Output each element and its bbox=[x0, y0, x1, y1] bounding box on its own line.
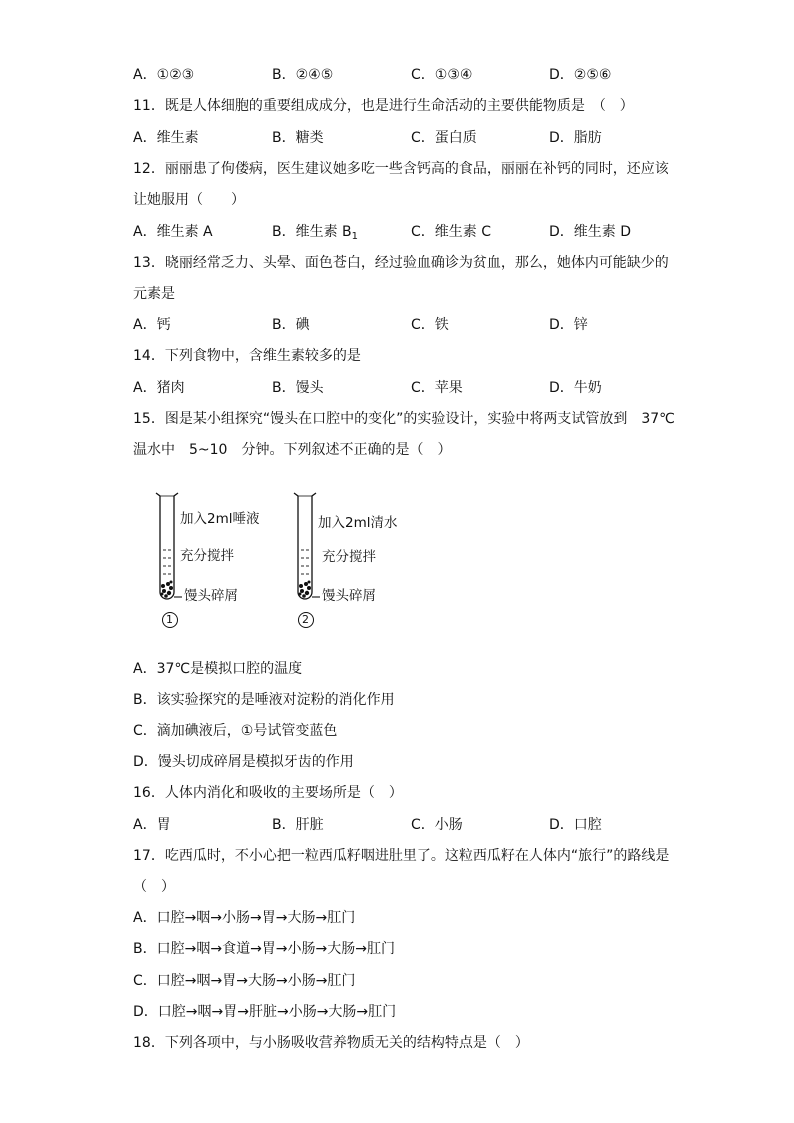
q15-option-b[interactable]: B．该实验探究的是唾液对淀粉的消化作用 bbox=[133, 692, 395, 708]
q17-stem-line2: （ ） bbox=[133, 879, 175, 895]
q17-stem-line1: 17．吃西瓜时，不小心把一粒西瓜籽咽进肚里了。这粒西瓜籽在人体内“旅行”的路线是 bbox=[133, 848, 670, 864]
q14-options bbox=[133, 378, 653, 398]
q13-stem-line2: 元素是 bbox=[133, 286, 175, 302]
q16-stem: 16．人体内消化和吸收的主要场所是（ ） bbox=[133, 785, 403, 801]
q14-option-b[interactable]: B．馒头 bbox=[272, 380, 324, 396]
tube-2-numeral: 2 bbox=[302, 613, 309, 626]
q13-option-c[interactable]: C．铁 bbox=[411, 317, 449, 333]
q13-options bbox=[133, 315, 653, 335]
q18-stem: 18．下列各项中，与小肠吸收营养物质无关的结构特点是（ ） bbox=[133, 1035, 529, 1051]
q12-options bbox=[133, 222, 653, 242]
q16-options bbox=[133, 815, 653, 835]
q12-option-b[interactable] bbox=[272, 222, 358, 247]
tube-1-numeral: 1 bbox=[166, 613, 173, 626]
q17-option-c[interactable]: C．口腔→咽→胃→大肠→小肠→肛门 bbox=[133, 973, 356, 989]
q12-option-c[interactable]: C．维生素 C bbox=[411, 224, 492, 240]
q10-options bbox=[133, 65, 653, 85]
q13-option-b[interactable]: B．碘 bbox=[272, 317, 310, 333]
tube-2-label-top: 加入2ml清水 bbox=[318, 515, 398, 531]
q15-option-a[interactable]: A．37℃是模拟口腔的温度 bbox=[133, 661, 303, 677]
q11-options bbox=[133, 128, 653, 148]
q10-option-a[interactable]: A．①②③ bbox=[133, 67, 195, 83]
q15-option-c[interactable]: C．滴加碘液后，①号试管变蓝色 bbox=[133, 723, 338, 739]
tube-2-label-bottom: 馒头碎屑 bbox=[322, 588, 376, 604]
q17-option-b[interactable]: B．口腔→咽→食道→胃→小肠→大肠→肛门 bbox=[133, 941, 395, 957]
q12-option-b-subscript: 1 bbox=[351, 231, 359, 242]
q12-stem-line2: 让她服用（ ） bbox=[133, 192, 245, 208]
q14-option-d[interactable]: D．牛奶 bbox=[549, 380, 602, 396]
q15-option-d[interactable]: D．馒头切成碎屑是模拟牙齿的作用 bbox=[133, 754, 354, 770]
q17-option-a[interactable]: A．口腔→咽→小肠→胃→大肠→肛门 bbox=[133, 910, 356, 926]
tube-1-label-bottom: 馒头碎屑 bbox=[184, 588, 238, 604]
q10-option-c[interactable]: C．①③④ bbox=[411, 67, 473, 83]
test-tube-1 bbox=[156, 493, 182, 599]
q13-option-a[interactable]: A．钙 bbox=[133, 317, 171, 333]
q14-option-c[interactable]: C．苹果 bbox=[411, 380, 463, 396]
q11-option-c[interactable]: C．蛋白质 bbox=[411, 130, 477, 146]
q14-stem: 14．下列食物中，含维生素较多的是 bbox=[133, 348, 361, 364]
q17-option-d[interactable]: D．口腔→咽→胃→肝脏→小肠→大肠→肛门 bbox=[133, 1004, 397, 1020]
q12-stem-line1: 12．丽丽患了佝偻病，医生建议她多吃一些含钙高的食品，丽丽在补钙的同时，还应该 bbox=[133, 161, 669, 177]
q13-stem-line1: 13．晓丽经常乏力、头晕、面色苍白，经过验血确诊为贫血，那么，她体内可能缺少的 bbox=[133, 255, 669, 271]
q12-option-a[interactable]: A．维生素 A bbox=[133, 224, 213, 240]
q16-option-c[interactable]: C．小肠 bbox=[411, 817, 463, 833]
q12-option-b-text: B．维生素 B bbox=[272, 224, 352, 240]
q11-stem: 11．既是人体细胞的重要组成成分，也是进行生命活动的主要供能物质是 （ ） bbox=[133, 98, 634, 114]
q12-option-d[interactable]: D．维生素 D bbox=[549, 224, 632, 240]
q16-option-b[interactable]: B．肝脏 bbox=[272, 817, 324, 833]
test-tube-figure bbox=[150, 486, 410, 632]
q13-option-d[interactable]: D．锌 bbox=[549, 317, 588, 333]
q10-option-b[interactable]: B．②④⑤ bbox=[272, 67, 334, 83]
test-tube-2 bbox=[294, 493, 320, 599]
q11-option-b[interactable]: B．糖类 bbox=[272, 130, 324, 146]
q14-option-a[interactable]: A．猪肉 bbox=[133, 380, 185, 396]
q15-stem-line1: 15．图是某小组探究“馒头在口腔中的变化”的实验设计，实验中将两支试管放到 37℃ bbox=[133, 411, 675, 427]
q11-option-a[interactable]: A．维生素 bbox=[133, 130, 199, 146]
q16-option-a[interactable]: A．胃 bbox=[133, 817, 171, 833]
q11-option-d[interactable]: D．脂肪 bbox=[549, 130, 602, 146]
tube-1-label-mid: 充分搅拌 bbox=[180, 548, 234, 564]
q16-option-d[interactable]: D．口腔 bbox=[549, 817, 602, 833]
q15-stem-line2: 温水中 5~10 分钟。下列叙述不正确的是（ ） bbox=[133, 442, 452, 458]
q10-option-d[interactable]: D．②⑤⑥ bbox=[549, 67, 612, 83]
tube-1-label-top: 加入2ml唾液 bbox=[180, 511, 260, 527]
tube-2-label-mid: 充分搅拌 bbox=[322, 549, 376, 565]
